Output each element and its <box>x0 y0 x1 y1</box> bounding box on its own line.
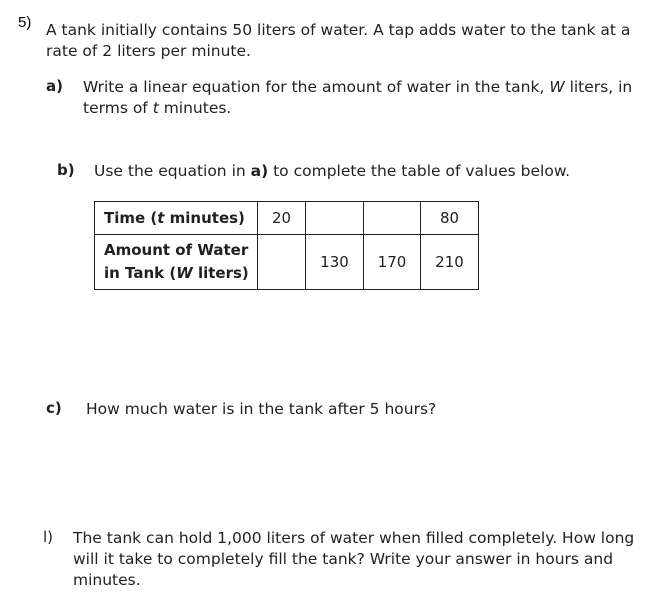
part-d-text: The tank can hold 1,000 liters of water when filled completely. How long will it take to completely fill the tank? Write your answer in hours and minutes. <box>73 529 635 589</box>
part-b-text <box>94 161 634 182</box>
part-a-text-2: liters, in terms of <box>83 78 633 117</box>
time-header-cell <box>95 202 258 235</box>
time-cell-2 <box>306 202 364 235</box>
time-header-1: Time ( <box>104 209 158 227</box>
water-header-cell <box>95 235 258 290</box>
part-a-text <box>83 77 643 119</box>
question-intro: A tank initially contains 50 liters of water. A tap adds water to the tank at a rate of 2 liters per minute. <box>46 21 631 60</box>
time-header-2: minutes) <box>164 209 245 227</box>
table-of-values <box>94 201 479 290</box>
time-cell-4: 80 <box>421 202 479 235</box>
table-row-time <box>95 202 479 235</box>
time-cell-3 <box>364 202 421 235</box>
part-c-text: How much water is in the tank after 5 hours? <box>86 400 437 418</box>
part-a-var-w: W <box>549 78 565 96</box>
part-a-text-1: Write a linear equation for the amount of water in the tank, <box>83 78 550 96</box>
part-a-var-t: t <box>152 99 159 117</box>
water-header-2a: in Tank ( <box>104 264 177 282</box>
part-b-text-1: Use the equation in <box>94 162 251 180</box>
table-row-water <box>95 235 479 290</box>
water-header-var: W <box>176 264 193 282</box>
part-b-text-2: to complete the table of values below. <box>268 162 571 180</box>
water-header-line-2 <box>104 262 251 285</box>
water-cell-4: 210 <box>421 235 479 290</box>
time-header-var: t <box>157 209 165 227</box>
part-d-label: l) <box>43 528 54 546</box>
water-header-line-1: Amount of Water <box>104 241 249 259</box>
question-number: 5) <box>18 14 32 31</box>
part-b-ref: a) <box>250 162 269 180</box>
part-a-text-3: minutes. <box>158 99 232 117</box>
time-cell-1: 20 <box>258 202 306 235</box>
water-cell-2: 130 <box>306 235 364 290</box>
part-c-label: c) <box>46 399 62 417</box>
water-header-2b: liters) <box>192 264 249 282</box>
water-cell-3: 170 <box>364 235 421 290</box>
part-a-label: a) <box>46 77 63 95</box>
water-cell-1 <box>258 235 306 290</box>
part-b-label: b) <box>57 161 75 179</box>
